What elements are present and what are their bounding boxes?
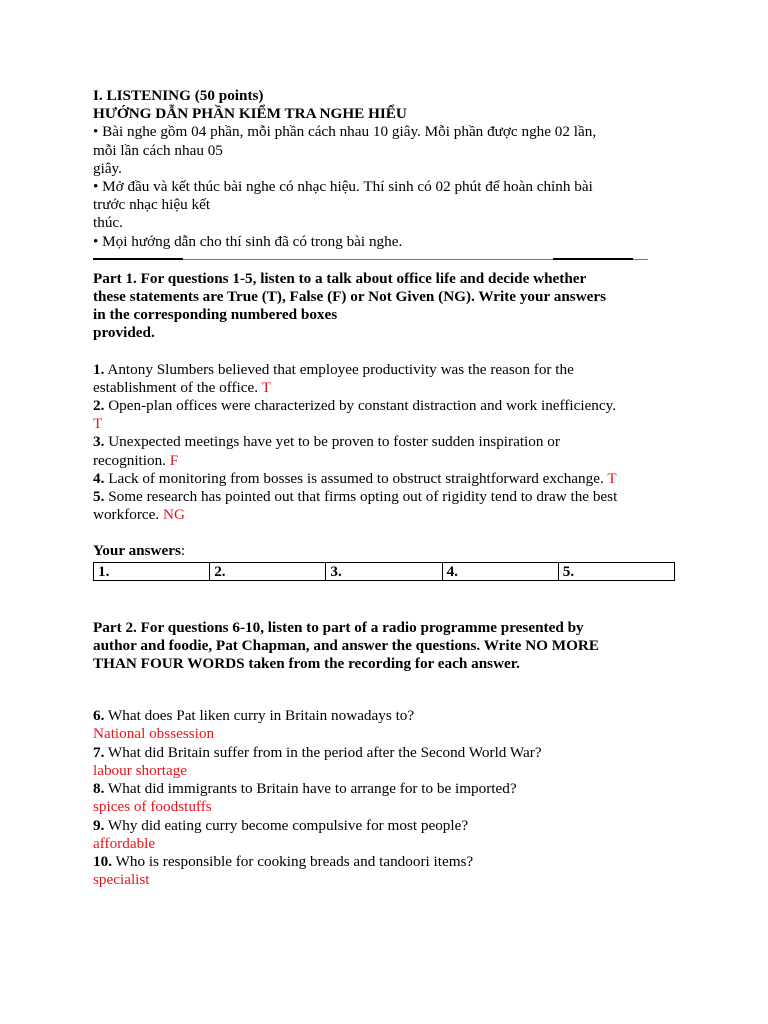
question-answer: affordable [93,834,156,852]
answer-box[interactable]: 2. [210,562,326,580]
question-number: 6. [93,707,105,725]
question-number: 8. [93,780,105,798]
question-answer: spices of foodstuffs [93,798,212,816]
part2-instruction-line: Part 2. For questions 6-10, listen to part of a radio programme presented by [93,618,584,636]
question-number: 5. [93,488,105,506]
part1-instruction-line: Part 1. For questions 1-5, listen to a talk about office life and decide whether [93,269,587,287]
instruction-text: Bài nghe gồm 04 phần, mỗi phần cách nhau 10 giây. Mỗi phần được nghe 02 lần, [102,123,597,141]
bullet-icon: • [93,123,99,141]
question-text: Some research has pointed out that firms opting out of rigidity tend to draw the best [108,488,618,506]
question-text: Open-plan offices were characterized by constant distraction and work inefficiency. [108,397,617,415]
question-text: recognition. [93,451,166,469]
instruction-item [93,123,683,178]
instruction-item [93,233,683,251]
question-text: What does Pat liken curry in Britain nowadays to? [107,707,415,725]
part2-instruction [93,619,683,674]
part1-instruction-line: in the corresponding numbered boxes [93,306,338,324]
instruction-text: trước nhạc hiệu kết [93,196,211,214]
your-answers-colon: : [180,542,186,560]
answer-box[interactable]: 3. [326,562,442,580]
part1-question [93,488,683,524]
question-text: workforce. [93,506,160,524]
part2-instruction-line: author and foodie, Pat Chapman, and answer the questions. Write NO MORE [93,636,600,654]
question-text: Lack of monitoring from bosses is assumed to obstruct straightforward exchange. [108,469,604,487]
part2-question [93,817,683,853]
question-answer: T [607,469,617,487]
listening-heading: I. LISTENING (50 points) [93,87,264,104]
question-answer: National obssession [93,725,215,743]
section-divider [93,259,648,260]
listening-subheading: HƯỚNG DẪN PHẦN KIỂM TRA NGHE HIỂU [93,105,407,123]
part1-instruction-line: provided. [93,324,155,342]
answer-box[interactable]: 1. [94,562,210,580]
instruction-text: giây. [93,159,122,177]
document-page [93,87,683,889]
part2-question [93,707,683,743]
part2-instruction-line: THAN FOUR WORDS taken from the recording for each answer. [93,655,520,673]
question-number: 1. [93,360,105,378]
question-answer: T [261,378,271,396]
question-text: Unexpected meetings have yet to be proven to foster sudden inspiration or [108,433,560,451]
your-answers-label: Your answers [93,542,181,560]
question-text: establishment of the office. [93,378,259,396]
question-text: Why did eating curry become compulsive for most people? [107,816,469,834]
part1-question [93,470,683,488]
answer-table [93,562,675,581]
answer-box[interactable]: 5. [558,562,674,580]
instruction-text: Mọi hướng dẫn cho thí sinh đã có trong bài nghe. [102,232,403,250]
answer-row [94,562,675,580]
question-text: Antony Slumbers believed that employee productivity was the reason for the [107,360,574,378]
part1-question [93,433,683,469]
answer-box[interactable]: 4. [442,562,558,580]
question-number: 9. [93,816,105,834]
instruction-item [93,178,683,233]
bullet-icon: • [93,178,99,196]
question-text: What did immigrants to Britain have to arrange for to be imported? [107,780,517,798]
instruction-text: Mở đầu và kết thúc bài nghe có nhạc hiệu. Thí sinh có 02 phút để hoàn chỉnh bài [102,178,593,196]
question-number: 2. [93,397,105,415]
question-answer: NG [163,506,185,524]
question-number: 7. [93,743,105,761]
bullet-icon: • [93,232,99,250]
instruction-text: mỗi lần cách nhau 05 [93,141,223,159]
question-number: 4. [93,469,105,487]
part1-question [93,397,683,433]
part1-question [93,361,683,397]
instruction-text: thúc. [93,214,123,232]
question-answer: T [93,415,103,433]
question-answer: F [169,451,179,469]
question-number: 10. [93,852,112,870]
question-answer: labour shortage [93,761,188,779]
part2-question [93,780,683,816]
question-text: Who is responsible for cooking breads and tandoori items? [115,852,474,870]
part1-instruction-line: these statements are True (T), False (F) or Not Given (NG). Write your answers [93,288,607,306]
part2-question [93,744,683,780]
question-number: 3. [93,433,105,451]
part2-question [93,853,683,889]
part1-instruction [93,270,683,343]
question-answer: specialist [93,871,150,889]
question-text: What did Britain suffer from in the period after the Second World War? [107,743,542,761]
